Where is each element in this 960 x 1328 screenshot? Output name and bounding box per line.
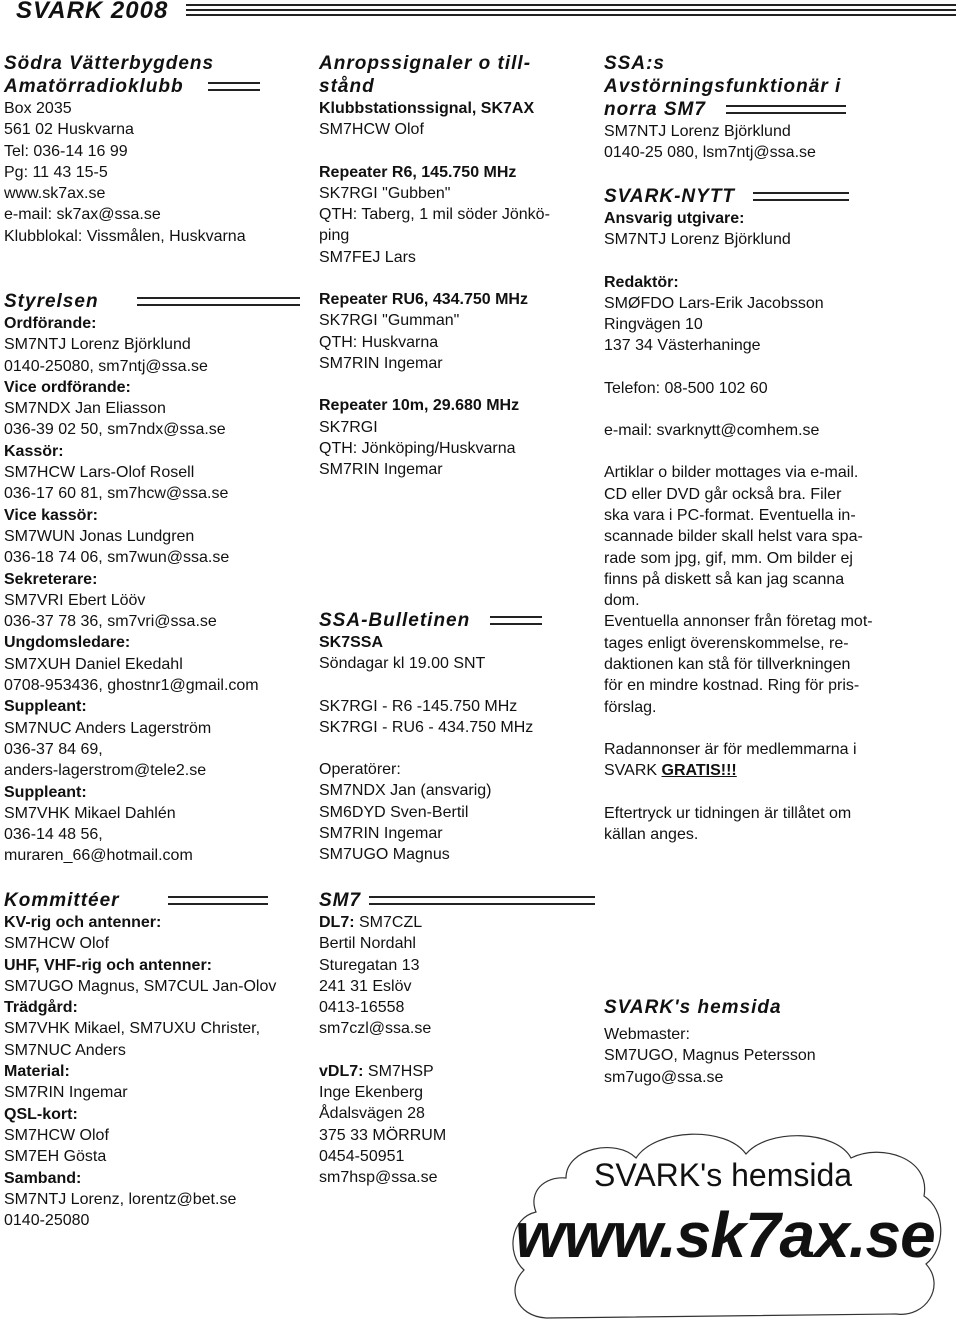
text-line: 0413-16558 (319, 999, 405, 1017)
text-line: SM7HCW Olof (319, 121, 424, 139)
text-line: sm7czl@ssa.se (319, 1020, 432, 1038)
text-line: Ådalsvägen 28 (319, 1105, 425, 1123)
text-line: 036-18 74 06, sm7wun@ssa.se (4, 549, 230, 567)
text-line: sm7hsp@ssa.se (319, 1169, 438, 1187)
text-line: 0140-25080, sm7ntj@ssa.se (4, 357, 208, 375)
text-line: SK7RGI "Gubben" (319, 184, 451, 202)
club-info (4, 98, 300, 247)
field-label: Suppleant: (4, 698, 87, 716)
text-line: SM7NUC Anders (4, 1041, 126, 1059)
spacer (319, 738, 595, 759)
field-label: Suppleant: (4, 783, 87, 801)
text-line: SM7NUC Anders Lagerström (4, 719, 212, 737)
sm7-heading: SM7 (319, 889, 595, 912)
club-heading (4, 52, 300, 98)
text-line: 036-39 02 50, sm7ndx@ssa.se (4, 421, 226, 439)
emphasis-text: GRATIS!!! (661, 762, 737, 780)
text-line: SK7RGI - R6 -145.750 MHz (319, 697, 518, 715)
text-line: 0454-50951 (319, 1147, 405, 1165)
text-line: QTH: Jönköping/Huskvarna (319, 439, 516, 457)
field-label: Ordförande: (4, 315, 97, 332)
text-line: SM7NDX Jan (ansvarig) (319, 782, 492, 800)
text-line: för en mindre kostnad. Ring för pris- (604, 677, 860, 695)
field-label: KV-rig och antenner: (4, 914, 162, 931)
spacer (319, 141, 595, 162)
text-line: tages enligt överenskommelse, re- (604, 634, 849, 652)
field-label: Ungdomsledare: (4, 634, 131, 652)
field-value: SM7CZL (354, 914, 423, 931)
text-line: Artiklar o bilder mottages via e-mail. (604, 464, 859, 482)
spacer (604, 399, 956, 420)
text-line: 0140-25 080, lsm7ntj@ssa.se (604, 144, 816, 162)
text-line: SM7NTJ Lorenz Björklund (604, 231, 791, 249)
field-label: Kassör: (4, 442, 64, 460)
text-line: SM7NTJ Lorenz, lorentz@bet.se (4, 1190, 237, 1208)
text-line: SM7RIN Ingemar (319, 461, 443, 479)
ssa-info (604, 121, 956, 164)
text-line: dom. (604, 592, 640, 610)
text-line: SM7XUH Daniel Ekedahl (4, 655, 183, 673)
text-line: Bertil Nordahl (319, 935, 416, 953)
text-line: 036-14 48 56, (4, 826, 103, 844)
text-line: SM7NTJ Lorenz Björklund (4, 336, 191, 354)
text-line: SK7RGI (319, 418, 378, 436)
bulletin-heading: SSA-Bulletinen (319, 609, 595, 632)
callsigns-section (319, 52, 595, 480)
field-label: vDL7: (319, 1062, 364, 1080)
header-rule (186, 4, 956, 6)
text-line: SM7VHK Mikael Dahlén (4, 804, 176, 822)
text-line: Ringvägen 10 (604, 316, 703, 334)
text-line: SK7RGI "Gumman" (319, 312, 460, 330)
header-rule (186, 9, 956, 11)
text-line: scannade bilder skall helst vara spa- (604, 528, 863, 546)
field-label: Klubbstationssignal, SK7AX (319, 100, 535, 117)
homepage-section (604, 996, 956, 1088)
committees-section (4, 889, 300, 1231)
text-line: SM7FEJ Lars (319, 248, 416, 266)
text-line (319, 1061, 595, 1082)
field-label: Trädgård: (4, 999, 78, 1017)
text-line: SM7HCW Olof (4, 935, 109, 953)
field-label: UHF, VHF-rig och antenner: (4, 956, 213, 974)
field-label: Samband: (4, 1169, 82, 1187)
club-title-line1: Södra Vätterbygdens (4, 53, 215, 74)
homepage-info (604, 1024, 956, 1088)
svark-nytt-info (604, 208, 956, 845)
text-line: SM7RIN Ingemar (319, 354, 443, 372)
text-line: SMØFDO Lars-Erik Jacobsson (604, 294, 824, 312)
text-line: 137 34 Västerhaninge (604, 337, 761, 355)
text-line: Operatörer: (319, 761, 401, 779)
text-line: ska vara i PC-format. Eventuella in- (604, 506, 856, 524)
spacer (319, 675, 595, 696)
field-value: SM7HSP (363, 1062, 434, 1080)
field-label: SK7SSA (319, 634, 384, 651)
committees-heading: Kommittéer (4, 889, 300, 912)
spacer (319, 1040, 595, 1061)
cloud-url[interactable]: www.sk7ax.se (515, 1199, 935, 1271)
field-label: Redaktör: (604, 273, 679, 291)
text-line: SM7UGO Magnus, SM7CUL Jan-Olov (4, 977, 277, 995)
header-rule (186, 14, 956, 16)
text-line: sm7ugo@ssa.se (604, 1068, 724, 1086)
text-line: Box 2035 (4, 100, 72, 117)
text-line: Eftertryck ur tidningen är tillåtet om (604, 804, 852, 822)
cloud-title: SVARK's hemsida (594, 1157, 853, 1193)
text-line: SM7NDX Jan Eliasson (4, 400, 166, 418)
club-title-line2: Amatörradioklubb (4, 76, 184, 97)
text-line: Eventuella annonser från företag mot- (604, 613, 873, 631)
field-label: Vice ordförande: (4, 378, 131, 396)
text-line: 036-17 60 81, sm7hcw@ssa.se (4, 485, 229, 503)
text-line: QTH: Huskvarna (319, 333, 439, 351)
text-line: finns på diskett så kan jag scanna (604, 570, 845, 588)
text-line: 036-37 78 36, sm7vri@ssa.se (4, 613, 217, 631)
text-line: 241 31 Eslöv (319, 977, 412, 995)
text-line: Inge Ekenberg (319, 1084, 424, 1102)
text-line: rade som jpg, gif, mm. Om bilder ej (604, 549, 853, 567)
spacer (604, 251, 956, 272)
text-line: ping (319, 227, 350, 245)
text-line: Klubblokal: Vissmålen, Huskvarna (4, 227, 246, 245)
text-span: SVARK (604, 762, 662, 780)
callsigns-list (319, 98, 595, 480)
text-line: SM7UGO Magnus (319, 846, 450, 864)
text-line: SM7RIN Ingemar (319, 825, 443, 843)
svark-nytt-section (604, 185, 956, 845)
committees-list (4, 912, 300, 1231)
bulletin-list (319, 632, 595, 866)
text-line: SM7VHK Mikael, SM7UXU Christer, (4, 1020, 261, 1038)
text-line: 036-37 84 69, (4, 740, 103, 758)
text-line: SM7RIN Ingemar (4, 1084, 128, 1102)
field-label: Ansvarig utgivare: (604, 210, 745, 227)
club-section (4, 52, 300, 247)
board-list (4, 313, 300, 867)
text-line: förslag. (604, 698, 657, 716)
text-line: SM7HCW Olof (4, 1126, 109, 1144)
page-header (0, 0, 960, 28)
text-line: e-mail: svarknytt@comhem.se (604, 422, 820, 440)
board-section (4, 290, 300, 867)
text-line: SM6DYD Sven-Bertil (319, 803, 469, 821)
text-line: QTH: Taberg, 1 mil söder Jönkö- (319, 206, 550, 224)
homepage-heading: SVARK's hemsida (604, 997, 782, 1018)
text-line: SK7RGI - RU6 - 434.750 MHz (319, 718, 534, 736)
field-label: Repeater 10m, 29.680 MHz (319, 397, 520, 415)
text-line: Pg: 11 43 15-5 (4, 163, 108, 181)
ssa-section (604, 52, 956, 164)
text-line: SM7VRI Ebert Lööv (4, 591, 146, 609)
text-line (319, 912, 595, 933)
field-label: Vice kassör: (4, 506, 98, 524)
bulletin-section (319, 609, 595, 866)
field-label: DL7: (319, 914, 355, 931)
field-label: Repeater RU6, 434.750 MHz (319, 291, 528, 309)
text-line: SM7NTJ Lorenz Björklund (604, 123, 791, 140)
text-line: källan anges. (604, 825, 699, 843)
text-line: 0140-25080 (4, 1212, 90, 1230)
text-line: 561 02 Huskvarna (4, 121, 134, 139)
svark-nytt-heading: SVARK-NYTT (604, 185, 956, 208)
text-line: Telefon: 08-500 102 60 (604, 379, 768, 397)
text-line: daktionen kan stå för tillverkningen (604, 656, 851, 674)
spacer (319, 374, 595, 395)
text-line: e-mail: sk7ax@ssa.se (4, 206, 161, 224)
text-line: www.sk7ax.se (4, 185, 106, 203)
page-title: SVARK 2008 (16, 0, 169, 24)
board-heading: Styrelsen (4, 290, 300, 313)
text-line: SM7HCW Lars-Olof Rosell (4, 464, 195, 482)
text-line: Sturegatan 13 (319, 956, 420, 974)
ssa-heading: SSA:s Avstörningsfunktionär i norra SM7 (604, 52, 956, 121)
text-line: SM7EH Gösta (4, 1148, 107, 1166)
text-line: anders-lagerstrom@tele2.se (4, 762, 207, 780)
field-label: Material: (4, 1063, 70, 1081)
text-line: SM7UGO, Magnus Petersson (604, 1047, 816, 1065)
text-line (604, 760, 956, 781)
callsigns-heading: Anropssignaler o till- stånd (319, 53, 532, 97)
spacer (604, 718, 956, 739)
spacer (604, 357, 956, 378)
field-label: Sekreterare: (4, 570, 98, 588)
text-line: Webmaster: (604, 1026, 690, 1043)
text-line: Tel: 036-14 16 99 (4, 142, 128, 160)
text-line: 0708-953436, ghostnr1@gmail.com (4, 677, 259, 695)
field-label: Repeater R6, 145.750 MHz (319, 163, 517, 181)
spacer (604, 782, 956, 803)
text-line: SM7WUN Jonas Lundgren (4, 527, 195, 545)
text-line: muraren_66@hotmail.com (4, 847, 193, 865)
spacer (319, 268, 595, 289)
text-line: 375 33 MÖRRUM (319, 1126, 447, 1144)
text-line: Söndagar kl 19.00 SNT (319, 655, 486, 673)
field-label: QSL-kort: (4, 1105, 78, 1123)
spacer (604, 441, 956, 462)
text-line: CD eller DVD går också bra. Filer (604, 485, 842, 503)
text-line: Radannonser är för medlemmarna i (604, 740, 857, 758)
